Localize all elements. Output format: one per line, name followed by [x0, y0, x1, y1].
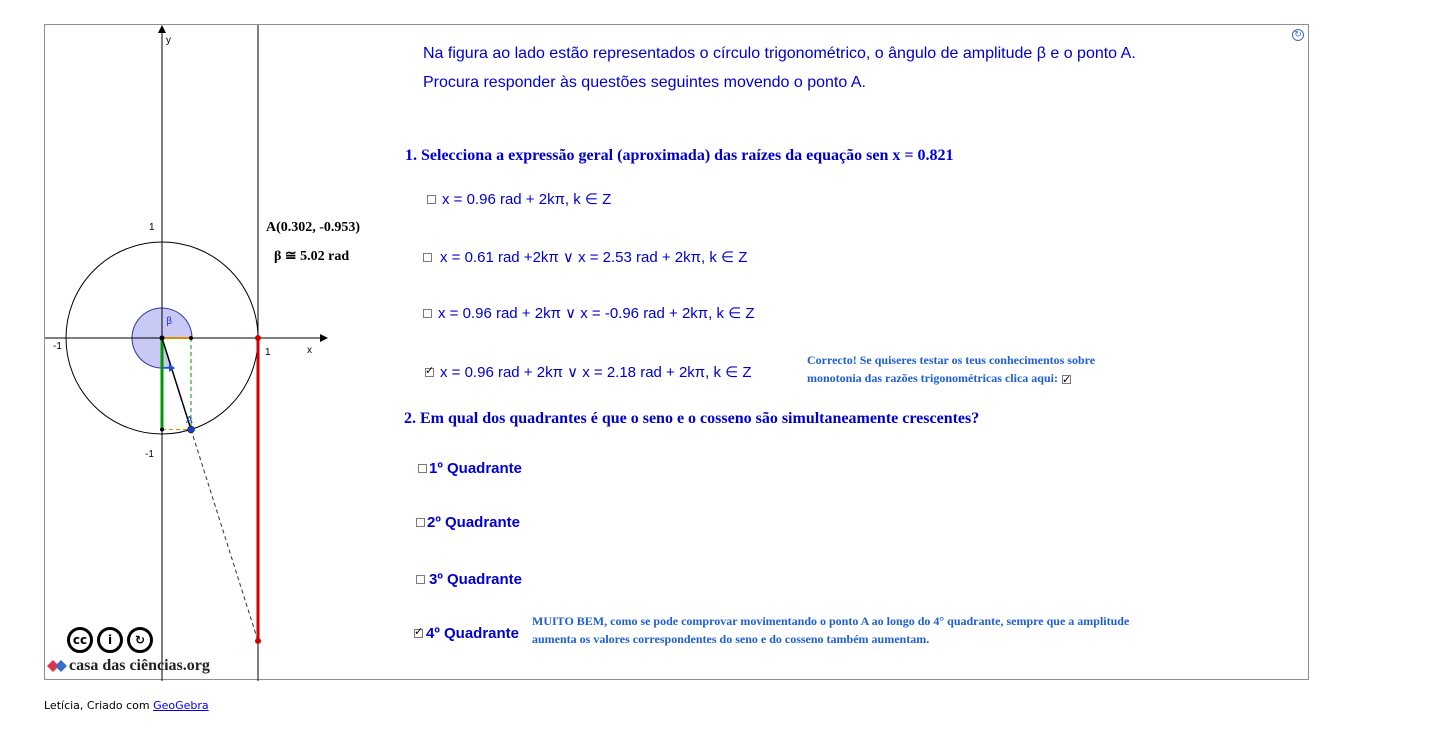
q1-option-2[interactable] — [423, 248, 747, 266]
q1-option-3[interactable] — [423, 304, 755, 322]
q2-option-3[interactable] — [416, 571, 522, 588]
intro-line-2: Procura responder às questões seguintes movendo o ponto A. — [423, 74, 866, 91]
q1-option-4[interactable] — [425, 363, 752, 381]
beta-symbol: β — [166, 316, 173, 327]
q2-option-1-label: 1º Quadrante — [429, 460, 523, 477]
q1-option-4-checkbox[interactable] — [425, 368, 434, 377]
q2-option-1-checkbox[interactable] — [418, 464, 427, 473]
radius-extension — [191, 429, 258, 640]
q1-option-2-label: x = 0.61 rad +2kπ ∨ x = 2.53 rad + 2kπ, k ∈ Z — [440, 249, 748, 266]
geogebra-applet[interactable] — [44, 24, 1309, 680]
q2-option-2-checkbox[interactable] — [416, 518, 425, 527]
sa-icon: ↻ — [127, 627, 153, 653]
q1-option-3-checkbox[interactable] — [423, 309, 432, 318]
cc-icon: cc — [67, 627, 93, 653]
casa-logo-icon — [47, 659, 69, 673]
origin-point — [160, 336, 165, 341]
q2-option-4[interactable] — [414, 625, 519, 642]
q2-option-3-label: 3º Quadrante — [429, 571, 523, 588]
q1-option-3-label: x = 0.96 rad + 2kπ ∨ x = -0.96 rad + 2kπ, k ∈ Z — [438, 305, 755, 322]
question-1: 1. Selecciona a expressão geral (aproximada) das raízes da equação sen x = 0.821 — [405, 147, 954, 164]
refresh-icon[interactable]: ↻ — [1292, 29, 1304, 41]
q2-option-2[interactable] — [416, 514, 520, 531]
footer — [44, 699, 209, 712]
point-a-label: A — [186, 415, 193, 426]
cos-point — [189, 336, 193, 340]
intro-line-1: Na figura ao lado estão representados o círculo trigonométrico, o ângulo de amplitude β e o ponto A. — [423, 45, 1136, 62]
tangent-origin-point — [255, 335, 261, 341]
tick-y-1: 1 — [149, 222, 155, 233]
by-icon: i — [97, 627, 123, 653]
q1-option-1[interactable] — [427, 190, 611, 208]
q1-feedback-line-2: monotonia das razões trigonométricas clica aqui: — [807, 371, 1058, 385]
license-logo — [47, 627, 210, 675]
q2-feedback-line-2: aumenta os valores correspondentes do seno e do cosseno também aumentam. — [532, 632, 930, 646]
q1-option-1-label: x = 0.96 rad + 2kπ, k ∈ Z — [442, 191, 612, 208]
geogebra-link[interactable]: GeoGebra — [153, 699, 209, 712]
question-2: 2. Em qual dos quadrantes é que o seno e o cosseno são simultaneamente crescentes? — [404, 410, 980, 427]
footer-author: Letícia, Criado com — [44, 699, 154, 712]
sin-point — [160, 427, 164, 431]
q1-feedback-line-2-row — [807, 369, 1095, 387]
q1-feedback — [807, 351, 1095, 387]
q2-option-3-checkbox[interactable] — [416, 575, 425, 584]
brand-tld: .org — [182, 657, 210, 674]
tick-y-neg1: -1 — [145, 449, 154, 460]
q1-option-2-checkbox[interactable] — [423, 253, 432, 262]
q2-option-1[interactable] — [418, 460, 522, 477]
tick-x-neg1: -1 — [53, 341, 62, 352]
q2-option-2-label: 2º Quadrante — [427, 514, 521, 531]
q1-option-1-checkbox[interactable] — [427, 195, 436, 204]
point-a[interactable] — [187, 426, 194, 433]
monotonia-checkbox[interactable] — [1062, 375, 1071, 384]
point-coordinates-label: A(0.302, -0.953) — [266, 220, 361, 235]
y-axis-label: y — [166, 35, 171, 46]
q2-feedback — [532, 612, 1129, 648]
tangent-point — [255, 638, 261, 644]
beta-value-label: β ≅ 5.02 rad — [274, 249, 350, 264]
q2-feedback-line-1: MUITO BEM, como se pode comprovar movimentando o ponto A ao longo do 4° quadrante, sempre que a amplitude — [532, 614, 1130, 628]
x-axis-label: x — [307, 345, 312, 356]
q2-option-4-checkbox[interactable] — [414, 629, 423, 638]
brand-name: casa das ciências — [69, 657, 183, 674]
q1-feedback-line-1: Correcto! Se quiseres testar os teus conhecimentos sobre — [807, 353, 1096, 367]
q2-option-4-label: 4º Quadrante — [426, 625, 520, 642]
q1-option-4-label: x = 0.96 rad + 2kπ ∨ x = 2.18 rad + 2kπ, k ∈ Z — [440, 364, 752, 381]
tick-x-1: 1 — [265, 347, 271, 358]
